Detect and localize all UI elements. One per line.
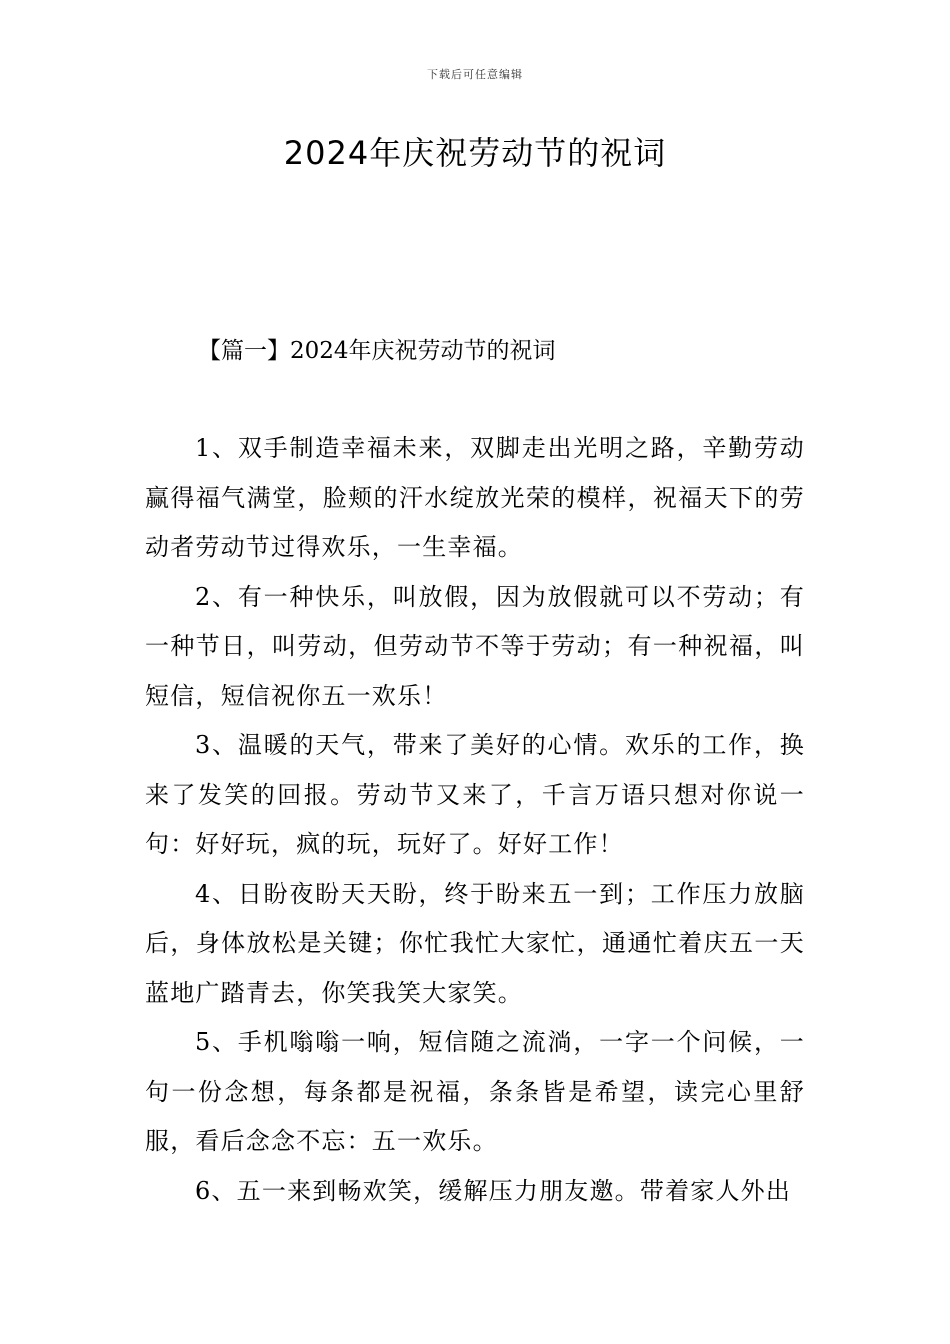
- header-note: 下载后可任意编辑: [427, 68, 523, 81]
- paragraph-1: 1、双手制造幸福未来，双脚走出光明之路，辛勤劳动赢得福气满堂，脸颊的汗水绽放光荣的模样，祝福天下的劳动者劳动节过得欢乐，一生幸福。: [145, 434, 805, 561]
- paragraph-5: 5、手机嗡嗡一响，短信随之流淌，一字一个问候，一句一份念想，每条都是祝福，条条皆是希望，读完心里舒服，看后念念不忘：五一欢乐。: [145, 1028, 805, 1155]
- paragraph-3: 3、温暖的天气，带来了美好的心情。欢乐的工作，换来了发笑的回报。劳动节又来了，千言万语只想对你说一句：好好玩，疯的玩，玩好了。好好工作！: [145, 731, 805, 858]
- paragraph-2: 2、有一种快乐，叫放假，因为放假就可以不劳动；有一种节日，叫劳动，但劳动节不等于劳动；有一种祝福，叫短信，短信祝你五一欢乐！: [145, 582, 805, 710]
- paragraph-4: 4、日盼夜盼天天盼，终于盼来五一到；工作压力放脑后，身体放松是关键；你忙我忙大家忙，通通忙着庆五一天蓝地广踏青去，你笑我笑大家笑。: [145, 879, 805, 1007]
- document-title: 2024年庆祝劳动节的祝词: [283, 134, 667, 172]
- document-body: [145, 424, 805, 1216]
- paragraph-6: 6、五一来到畅欢笑，缓解压力朋友邀。带着家人外出: [195, 1176, 792, 1205]
- section-heading: 【篇一】2024年庆祝劳动节的祝词: [198, 338, 556, 364]
